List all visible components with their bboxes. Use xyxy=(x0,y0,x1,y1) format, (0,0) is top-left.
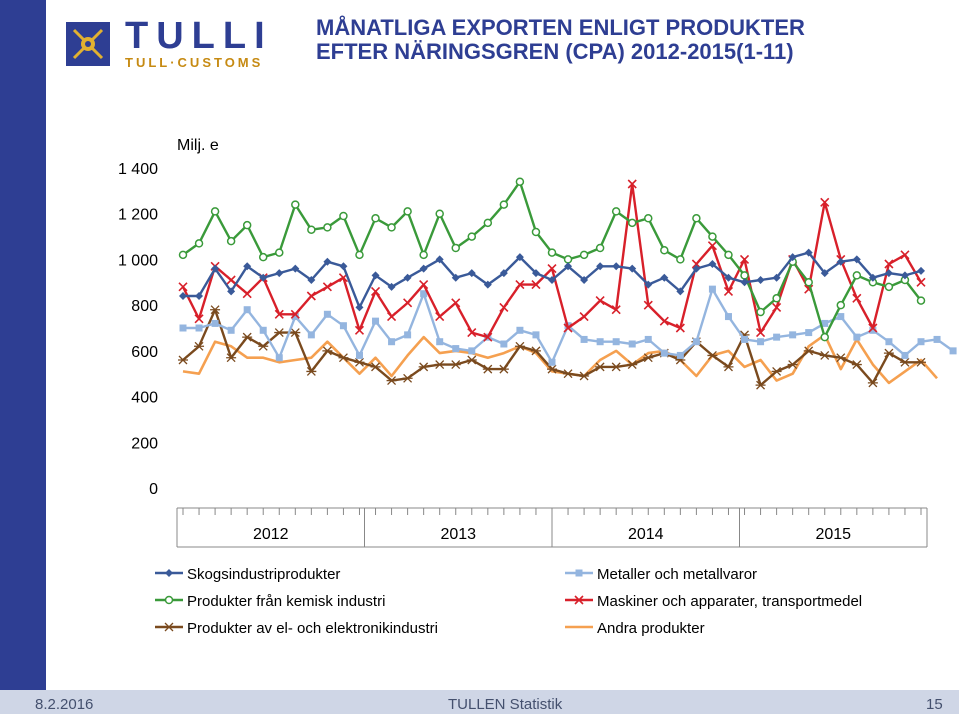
data-point xyxy=(324,311,331,318)
data-point xyxy=(805,279,812,286)
data-point xyxy=(661,247,668,254)
data-point xyxy=(228,238,235,245)
legend-label: Maskiner och apparater, transportmedel xyxy=(597,593,863,610)
data-point xyxy=(612,262,620,270)
data-point xyxy=(757,309,764,316)
data-point xyxy=(308,331,315,338)
data-point xyxy=(917,267,925,275)
data-point xyxy=(403,374,413,382)
data-point xyxy=(627,361,637,369)
data-point xyxy=(484,219,491,226)
data-point xyxy=(821,334,828,341)
data-point xyxy=(709,233,716,240)
data-point xyxy=(178,356,188,364)
data-point xyxy=(581,336,588,343)
x-tick-label: 2012 xyxy=(252,526,289,543)
data-point xyxy=(709,286,716,293)
data-point xyxy=(917,278,925,286)
data-point xyxy=(725,251,732,258)
y-axis-label: Milj. e xyxy=(177,137,219,154)
data-point xyxy=(451,361,461,369)
data-point xyxy=(820,351,830,359)
data-point xyxy=(339,262,347,270)
data-point xyxy=(404,299,412,307)
data-point xyxy=(212,320,219,327)
data-point xyxy=(388,338,395,345)
data-point xyxy=(611,363,621,371)
data-point xyxy=(725,313,732,320)
data-point xyxy=(613,338,620,345)
footer-page-number: 15 xyxy=(926,696,943,713)
y-tick-label: 1 000 xyxy=(117,252,158,270)
x-tick-label: 2013 xyxy=(440,526,477,543)
data-point xyxy=(693,338,700,345)
data-point xyxy=(180,251,187,258)
data-point xyxy=(258,342,268,350)
data-point xyxy=(452,245,459,252)
data-point xyxy=(274,329,284,337)
legend-item xyxy=(155,593,385,610)
data-point xyxy=(549,359,556,366)
data-point xyxy=(243,290,251,298)
legend-item xyxy=(565,566,757,583)
legend-item xyxy=(155,566,340,583)
y-tick-label: 1 200 xyxy=(117,206,158,224)
legend-item xyxy=(565,620,705,637)
y-tick-label: 400 xyxy=(131,389,158,407)
data-point xyxy=(483,365,493,373)
data-point xyxy=(532,229,539,236)
data-point xyxy=(563,370,573,378)
data-point xyxy=(420,281,428,289)
data-point xyxy=(693,215,700,222)
data-point xyxy=(338,354,348,362)
data-point xyxy=(852,361,862,369)
series-1 xyxy=(179,249,925,312)
data-point xyxy=(629,341,636,348)
x-tick-label: 2015 xyxy=(815,526,852,543)
data-point xyxy=(596,297,604,305)
data-point xyxy=(468,233,475,240)
data-point xyxy=(900,358,910,366)
data-point xyxy=(757,338,764,345)
data-point xyxy=(580,313,588,321)
data-point xyxy=(516,327,523,334)
data-point xyxy=(196,240,203,247)
logo-wordmark: TULLI xyxy=(125,15,273,57)
y-tick-label: 800 xyxy=(131,298,158,316)
data-point xyxy=(356,352,363,359)
data-point xyxy=(836,354,846,362)
data-point xyxy=(532,331,539,338)
y-tick-label: 200 xyxy=(131,435,158,453)
data-point xyxy=(308,226,315,233)
data-point xyxy=(884,349,894,357)
data-point xyxy=(180,325,187,332)
data-point xyxy=(549,249,556,256)
data-point xyxy=(837,313,844,320)
data-point xyxy=(773,295,780,302)
legend-marker xyxy=(576,570,583,577)
legend-marker xyxy=(164,623,174,631)
data-point xyxy=(404,208,411,215)
data-point xyxy=(950,347,957,354)
data-point xyxy=(324,224,331,231)
data-point xyxy=(244,222,251,229)
data-point xyxy=(419,363,429,371)
data-point xyxy=(276,354,283,361)
data-point xyxy=(643,354,653,362)
legend-marker xyxy=(165,569,173,577)
data-point xyxy=(388,224,395,231)
y-tick-label: 600 xyxy=(131,343,158,361)
data-point xyxy=(340,213,347,220)
data-point xyxy=(613,208,620,215)
data-point xyxy=(901,352,908,359)
y-tick-label: 0 xyxy=(149,481,158,498)
data-point xyxy=(404,331,411,338)
series-4 xyxy=(179,180,925,341)
logo-subtext: TULL·CUSTOMS xyxy=(125,55,264,70)
data-point xyxy=(260,327,267,334)
data-point xyxy=(661,350,668,357)
data-point xyxy=(179,283,187,291)
data-point xyxy=(789,331,796,338)
data-point xyxy=(885,283,892,290)
x-tick-label: 2014 xyxy=(627,526,664,543)
data-point xyxy=(387,377,397,385)
data-point xyxy=(388,313,396,321)
data-point xyxy=(597,245,604,252)
data-point xyxy=(242,333,252,341)
title-line-1: MÅNATLIGA EXPORTEN ENLIGT PRODUKTER xyxy=(316,15,805,40)
data-point xyxy=(356,251,363,258)
data-point xyxy=(853,334,860,341)
data-point xyxy=(196,325,203,332)
data-point xyxy=(500,201,507,208)
data-point xyxy=(355,303,363,311)
data-point xyxy=(868,379,878,387)
data-point xyxy=(788,361,798,369)
data-point xyxy=(516,178,523,185)
data-point xyxy=(707,351,717,359)
data-point xyxy=(677,352,684,359)
data-point xyxy=(500,341,507,348)
data-point xyxy=(452,299,460,307)
data-point xyxy=(741,272,748,279)
data-point xyxy=(228,327,235,334)
data-point xyxy=(837,302,844,309)
title-line-2: EFTER NÄRINGSGREN (CPA) 2012-2015(1-11) xyxy=(316,39,794,64)
legend-item xyxy=(565,593,862,610)
data-point xyxy=(757,276,765,284)
data-point xyxy=(597,338,604,345)
y-tick-label: 1 400 xyxy=(117,161,158,178)
data-point xyxy=(918,338,925,345)
data-point xyxy=(212,208,219,215)
footer-source: TULLEN Statistik xyxy=(448,696,563,713)
data-point xyxy=(853,272,860,279)
legend-label: Produkter av el- och elektronikindustri xyxy=(187,620,438,637)
data-point xyxy=(772,367,782,375)
data-point xyxy=(292,201,299,208)
data-point xyxy=(467,356,477,364)
data-point xyxy=(244,306,251,313)
data-point xyxy=(677,256,684,263)
legend-label: Skogsindustriprodukter xyxy=(187,566,341,583)
data-point xyxy=(885,338,892,345)
data-point xyxy=(645,336,652,343)
legend-label: Produkter från kemisk industri xyxy=(187,593,386,610)
data-point xyxy=(500,303,508,311)
data-point xyxy=(934,336,941,343)
legend-marker xyxy=(166,597,173,604)
data-point xyxy=(371,363,381,371)
data-point xyxy=(629,219,636,226)
data-point xyxy=(372,318,379,325)
legend-label: Andra produkter xyxy=(597,620,705,637)
data-point xyxy=(901,251,909,259)
data-point xyxy=(579,372,589,380)
data-point xyxy=(436,210,443,217)
data-point xyxy=(322,347,332,355)
data-point xyxy=(354,358,364,366)
data-point xyxy=(307,292,315,300)
data-point xyxy=(276,249,283,256)
data-point xyxy=(595,363,605,371)
data-point xyxy=(723,363,733,371)
data-point xyxy=(372,215,379,222)
data-point xyxy=(452,345,459,352)
data-point xyxy=(645,215,652,222)
data-point xyxy=(340,322,347,329)
series-5 xyxy=(178,306,926,389)
data-point xyxy=(468,347,475,354)
data-point xyxy=(436,313,444,321)
data-point xyxy=(260,254,267,261)
legend-item xyxy=(155,620,438,637)
footer-date: 8.2.2016 xyxy=(35,696,94,713)
data-point xyxy=(515,342,525,350)
data-point xyxy=(918,297,925,304)
data-point xyxy=(435,361,445,369)
data-point xyxy=(581,251,588,258)
data-point xyxy=(565,256,572,263)
data-point xyxy=(275,269,283,277)
data-point xyxy=(227,276,235,284)
data-point xyxy=(773,334,780,341)
data-point xyxy=(741,336,748,343)
data-point xyxy=(323,283,331,291)
legend-label: Metaller och metallvaror xyxy=(597,566,758,583)
data-point xyxy=(420,251,427,258)
data-point xyxy=(805,329,812,336)
data-point xyxy=(499,365,509,373)
data-point xyxy=(436,338,443,345)
